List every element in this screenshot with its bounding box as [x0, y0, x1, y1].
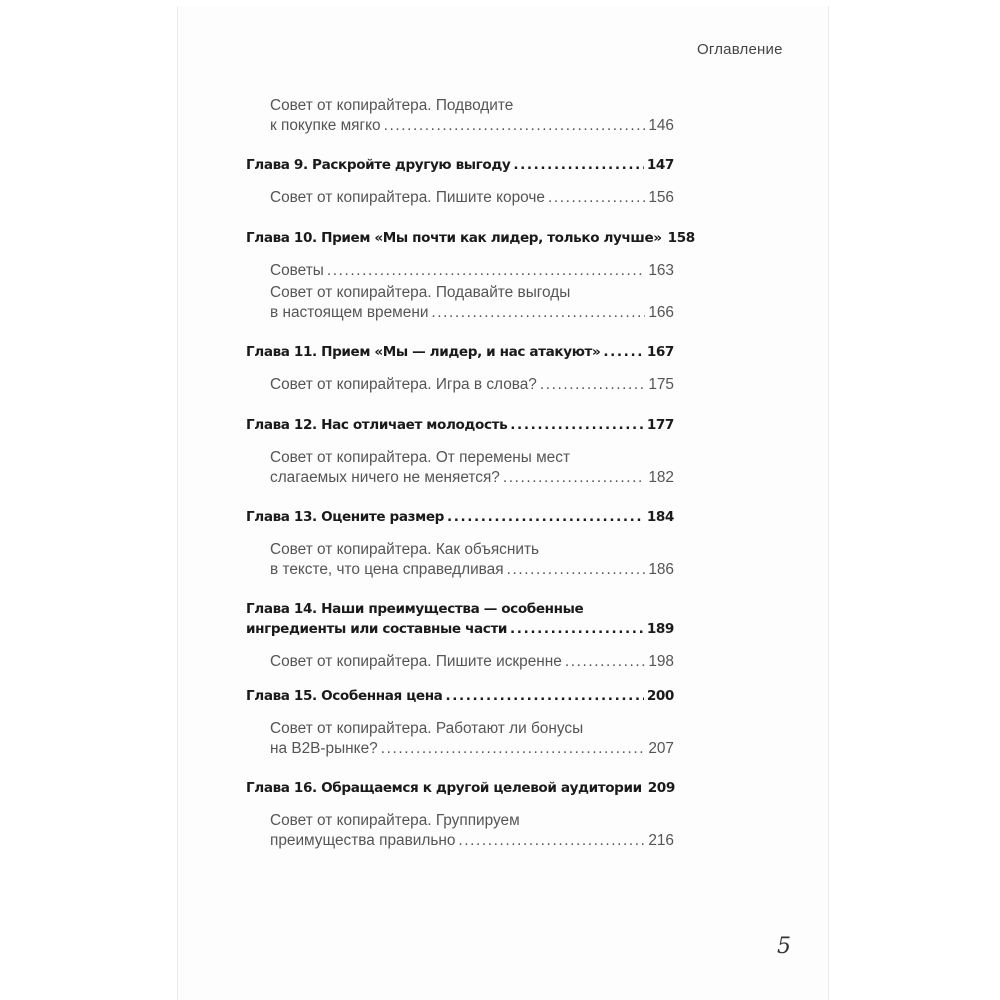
entry-page-number: 146	[648, 117, 674, 134]
dot-leader	[513, 155, 643, 175]
chapter-title: Глава 10. Прием «Мы почти как лидер, только лучше»	[246, 230, 662, 246]
entry-title: преимущества правильно	[270, 832, 456, 849]
toc-chapter-entry[interactable]	[246, 155, 676, 175]
toc-entry[interactable]	[246, 375, 676, 395]
chapter-page-number: 167	[646, 344, 674, 360]
toc-entry[interactable]	[246, 96, 676, 136]
chapter-page-number: 209	[647, 780, 675, 796]
page-number: 5	[777, 934, 791, 959]
entry-title: на B2B-рынке?	[270, 740, 378, 757]
dot-leader	[603, 342, 643, 362]
chapter-page-number: 184	[646, 509, 674, 525]
dot-leader	[565, 652, 645, 672]
entry-page-number: 186	[648, 561, 674, 578]
dot-leader	[458, 831, 645, 851]
chapter-title: ингредиенты или составные части	[246, 621, 508, 637]
dot-leader	[381, 739, 646, 759]
toc-entry[interactable]	[246, 811, 676, 851]
dot-leader	[431, 303, 645, 323]
chapter-title-line1: Глава 14. Наши преимущества — особенные	[246, 601, 584, 617]
entry-title-line1: Совет от копирайтера. Как объяснить	[270, 541, 540, 558]
dot-leader	[447, 507, 644, 527]
dot-leader	[540, 375, 645, 395]
dot-leader	[503, 468, 645, 488]
chapter-page-number: 177	[646, 417, 674, 433]
chapter-title: Глава 9. Раскройте другую выгоду	[246, 157, 511, 173]
entry-title: Советы	[270, 262, 324, 279]
chapter-title: Глава 16. Обращаемся к другой целевой аудитории	[246, 780, 642, 796]
entry-title-line1: Совет от копирайтера. Подавайте выгоды	[270, 284, 571, 301]
running-header: Оглавление	[697, 41, 783, 58]
entry-page-number: 182	[648, 469, 674, 486]
dot-leader	[327, 261, 645, 281]
dot-leader	[510, 619, 644, 639]
toc-chapter-entry[interactable]	[246, 778, 676, 798]
entry-page-number: 166	[648, 304, 674, 321]
toc-chapter-entry[interactable]	[246, 599, 676, 639]
dot-leader	[445, 686, 643, 706]
entry-title-line1: Совет от копирайтера. Подводите	[270, 97, 514, 114]
toc-chapter-entry[interactable]	[246, 228, 695, 248]
toc-entry[interactable]	[246, 188, 676, 208]
table-of-contents	[246, 96, 695, 851]
toc-chapter-entry[interactable]	[246, 686, 676, 706]
chapter-page-number: 189	[646, 621, 674, 637]
dot-leader	[548, 188, 645, 208]
dot-leader	[510, 415, 644, 435]
entry-page-number: 207	[648, 740, 674, 757]
toc-entry[interactable]	[246, 652, 676, 672]
chapter-title: Глава 13. Оцените размер	[246, 509, 444, 525]
entry-title: слагаемых ничего не меняется?	[270, 469, 500, 486]
chapter-title: Глава 15. Особенная цена	[246, 688, 443, 704]
entry-title: в тексте, что цена справедливая	[270, 561, 504, 578]
chapter-title: Глава 12. Нас отличает молодость	[246, 417, 508, 433]
toc-entry[interactable]	[246, 719, 676, 759]
toc-entry[interactable]	[246, 261, 676, 281]
entry-title-line1: Совет от копирайтера. От перемены мест	[270, 449, 570, 466]
entry-page-number: 175	[648, 376, 674, 393]
entry-title: к покупке мягко	[270, 117, 381, 134]
toc-entry[interactable]	[246, 283, 676, 323]
chapter-page-number: 200	[646, 688, 674, 704]
entry-title: Совет от копирайтера. Пишите короче	[270, 189, 545, 206]
chapter-title: Глава 11. Прием «Мы — лидер, и нас атакуют»	[246, 344, 601, 360]
dot-leader	[507, 560, 646, 580]
chapter-page-number: 158	[667, 230, 695, 246]
entry-page-number: 156	[648, 189, 674, 206]
chapter-page-number: 147	[646, 157, 674, 173]
toc-chapter-entry[interactable]	[246, 507, 676, 527]
entry-page-number: 216	[648, 832, 674, 849]
toc-entry[interactable]	[246, 448, 676, 488]
entry-page-number: 163	[648, 262, 674, 279]
entry-title: в настоящем времени	[270, 304, 429, 321]
toc-chapter-entry[interactable]	[246, 415, 676, 435]
entry-title: Совет от копирайтера. Пишите искренне	[270, 653, 562, 670]
entry-page-number: 198	[648, 653, 674, 670]
toc-chapter-entry[interactable]	[246, 342, 676, 362]
toc-entry[interactable]	[246, 540, 676, 580]
entry-title-line1: Совет от копирайтера. Работают ли бонусы	[270, 720, 584, 737]
entry-title: Совет от копирайтера. Игра в слова?	[270, 376, 537, 393]
entry-title-line1: Совет от копирайтера. Группируем	[270, 812, 520, 829]
dot-leader	[384, 116, 646, 136]
